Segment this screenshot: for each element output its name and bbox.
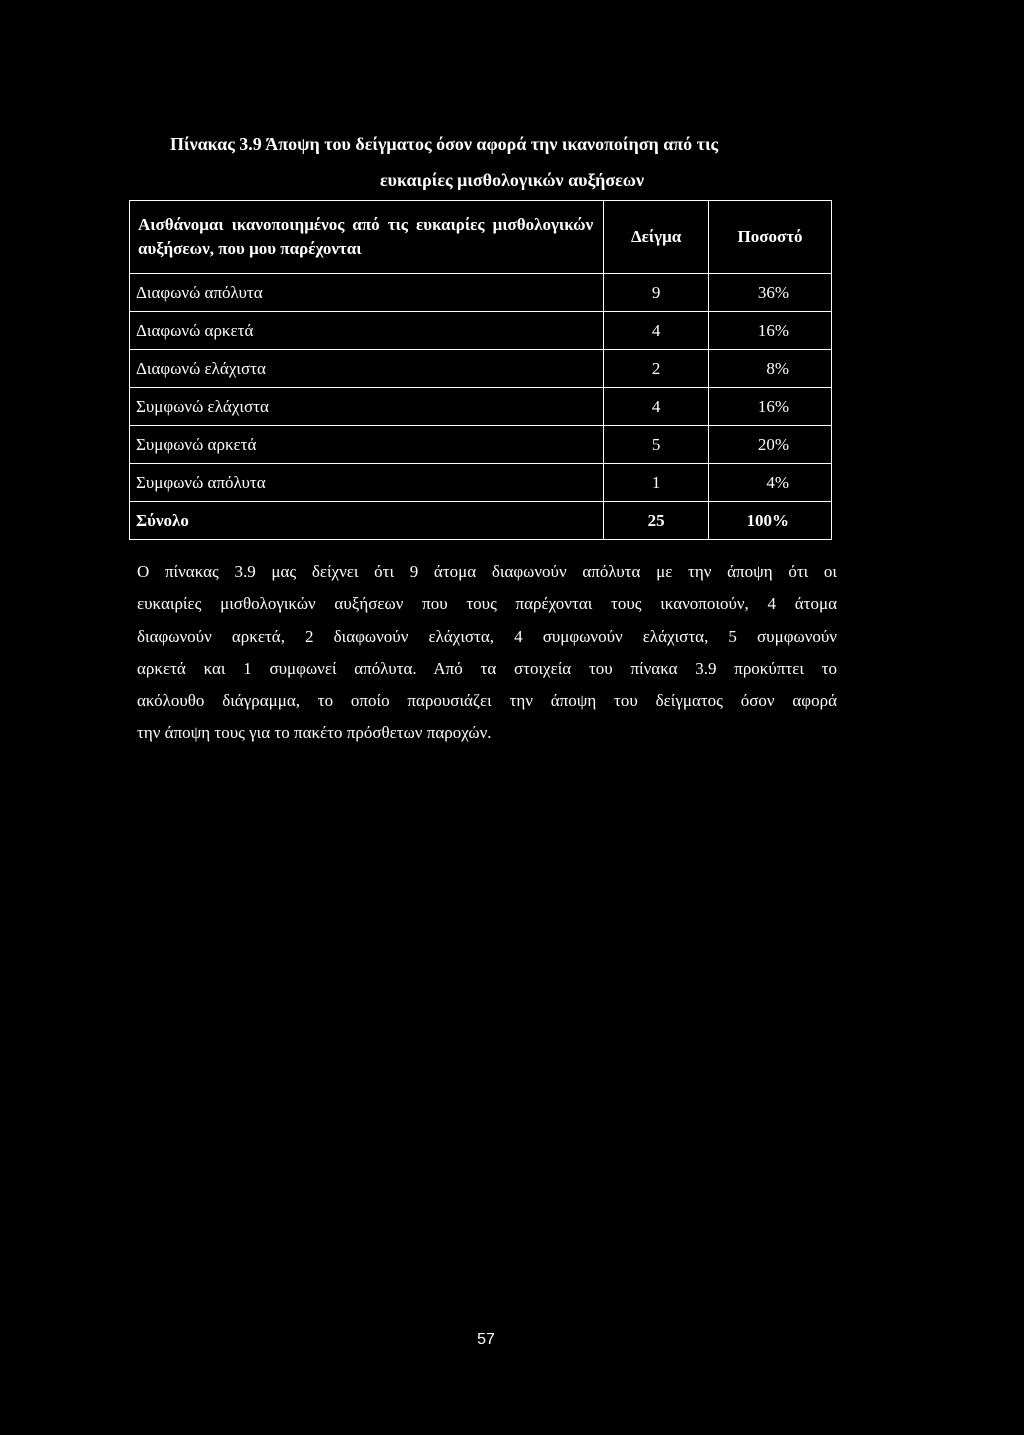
row-percent: 16% (709, 388, 832, 426)
paragraph-line: την άποψη τους για το πακέτο πρόσθετων παροχών. (137, 723, 492, 743)
row-label: Συμφωνώ αρκετά (130, 426, 604, 464)
body-paragraph (137, 556, 837, 750)
table-row (130, 274, 832, 312)
row-sample: 5 (604, 426, 709, 464)
row-sample: 4 (604, 388, 709, 426)
table-row (130, 426, 832, 464)
paragraph-line: διαφωνούν αρκετά, 2 διαφωνούν ελάχιστα, 4 συμφωνούν ελάχιστα, 5 συμφωνούν (137, 626, 837, 646)
row-sample: 1 (604, 464, 709, 502)
row-percent: 36% (709, 274, 832, 312)
row-sample: 4 (604, 312, 709, 350)
paragraph-line: ευκαιρίες μισθολογικών αυξήσεων που τους παρέχονται τους ικανοποιούν, 4 άτομα (137, 594, 837, 614)
header-label: Αισθάνομαι ικανοποιημένος από τις ευκαιρίες μισθολογικών αυξήσεων, που μου παρέχονται (130, 201, 604, 274)
page-number: 57 (477, 1331, 495, 1348)
header-percent: Ποσοστό (709, 201, 832, 274)
row-label: Συμφωνώ ελάχιστα (130, 388, 604, 426)
row-label: Διαφωνώ ελάχιστα (130, 350, 604, 388)
row-sample: 2 (604, 350, 709, 388)
row-percent: 4% (709, 464, 832, 502)
row-label: Συμφωνώ απόλυτα (130, 464, 604, 502)
row-sample: 9 (604, 274, 709, 312)
table-total-row (130, 502, 832, 540)
table-caption-line-2: ευκαιρίες μισθολογικών αυξήσεων (379, 170, 645, 190)
total-percent: 100% (709, 502, 832, 540)
header-sample: Δείγμα (604, 201, 709, 274)
row-label: Διαφωνώ αρκετά (130, 312, 604, 350)
row-percent: 20% (709, 426, 832, 464)
table-row (130, 464, 832, 502)
paragraph-line: ακόλουθο διάγραμμα, το οποίο παρουσιάζει την άποψη του δείγματος όσον αφορά (137, 691, 837, 711)
row-percent: 16% (709, 312, 832, 350)
total-sample: 25 (604, 502, 709, 540)
paragraph-line: αρκετά και 1 συμφωνεί απόλυτα. Από τα στοιχεία του πίνακα 3.9 προκύπτει το (137, 658, 837, 678)
table-caption-line-1: Πίνακας 3.9 Άποψη του δείγματος όσον αφορά την ικανοποίηση από τις (170, 134, 719, 154)
paragraph-line: Ο πίνακας 3.9 μας δείχνει ότι 9 άτομα διαφωνούν απόλυτα με την άποψη ότι οι (137, 562, 837, 581)
total-label: Σύνολο (130, 502, 604, 540)
row-percent: 8% (709, 350, 832, 388)
table-header-row (130, 201, 832, 274)
table-row (130, 388, 832, 426)
row-label: Διαφωνώ απόλυτα (130, 274, 604, 312)
table-row (130, 312, 832, 350)
results-table (129, 200, 832, 540)
table-row (130, 350, 832, 388)
